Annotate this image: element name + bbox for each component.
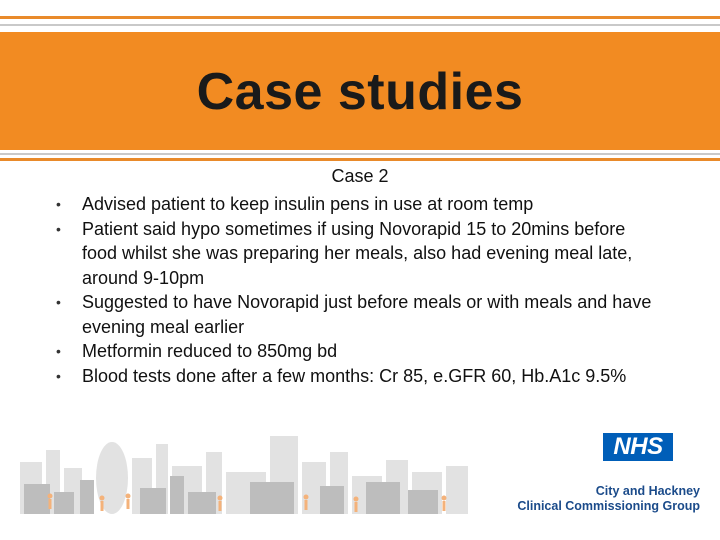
bottom-grey-rule — [0, 153, 720, 155]
bullet-list — [56, 192, 656, 388]
bottom-orange-rule — [0, 158, 720, 161]
ccg-line-2: Clinical Commissioning Group — [517, 499, 700, 513]
ccg-line-1: City and Hackney — [595, 484, 700, 498]
bullet-text: Suggested to have Novorapid just before meals or with meals and have evening meal earlier — [82, 292, 652, 337]
bullet-icon: • — [56, 343, 61, 359]
list-item — [56, 217, 656, 291]
bullet-text: Metformin reduced to 850mg bd — [82, 341, 338, 361]
bullet-icon: • — [56, 367, 61, 384]
top-grey-rule — [0, 24, 720, 26]
nhs-logo: NHS — [603, 433, 673, 461]
ccg-name — [517, 484, 700, 514]
slide-subtitle: Case 2 — [331, 166, 389, 186]
list-item — [56, 364, 656, 389]
list-item — [56, 290, 656, 339]
list-item — [56, 192, 656, 217]
bullet-icon: • — [56, 196, 61, 212]
bullet-text: Patient said hypo sometimes if using Novorapid 15 to 20mins before food whilst she was preparing her meals, also had evening meal late, around 9-10pm — [82, 218, 633, 288]
city-skyline-illustration — [20, 422, 470, 514]
bullet-icon: • — [56, 294, 61, 310]
bullet-text: Blood tests done after a few months: Cr 85, e.GFR 60, Hb.A1c 9.5% — [82, 365, 627, 386]
bullet-text: Advised patient to keep insulin pens in use at room temp — [82, 194, 534, 214]
slide-title: Case studies — [196, 63, 524, 121]
list-item — [56, 339, 656, 364]
bullet-icon: • — [56, 220, 61, 237]
top-orange-rule — [0, 16, 720, 19]
